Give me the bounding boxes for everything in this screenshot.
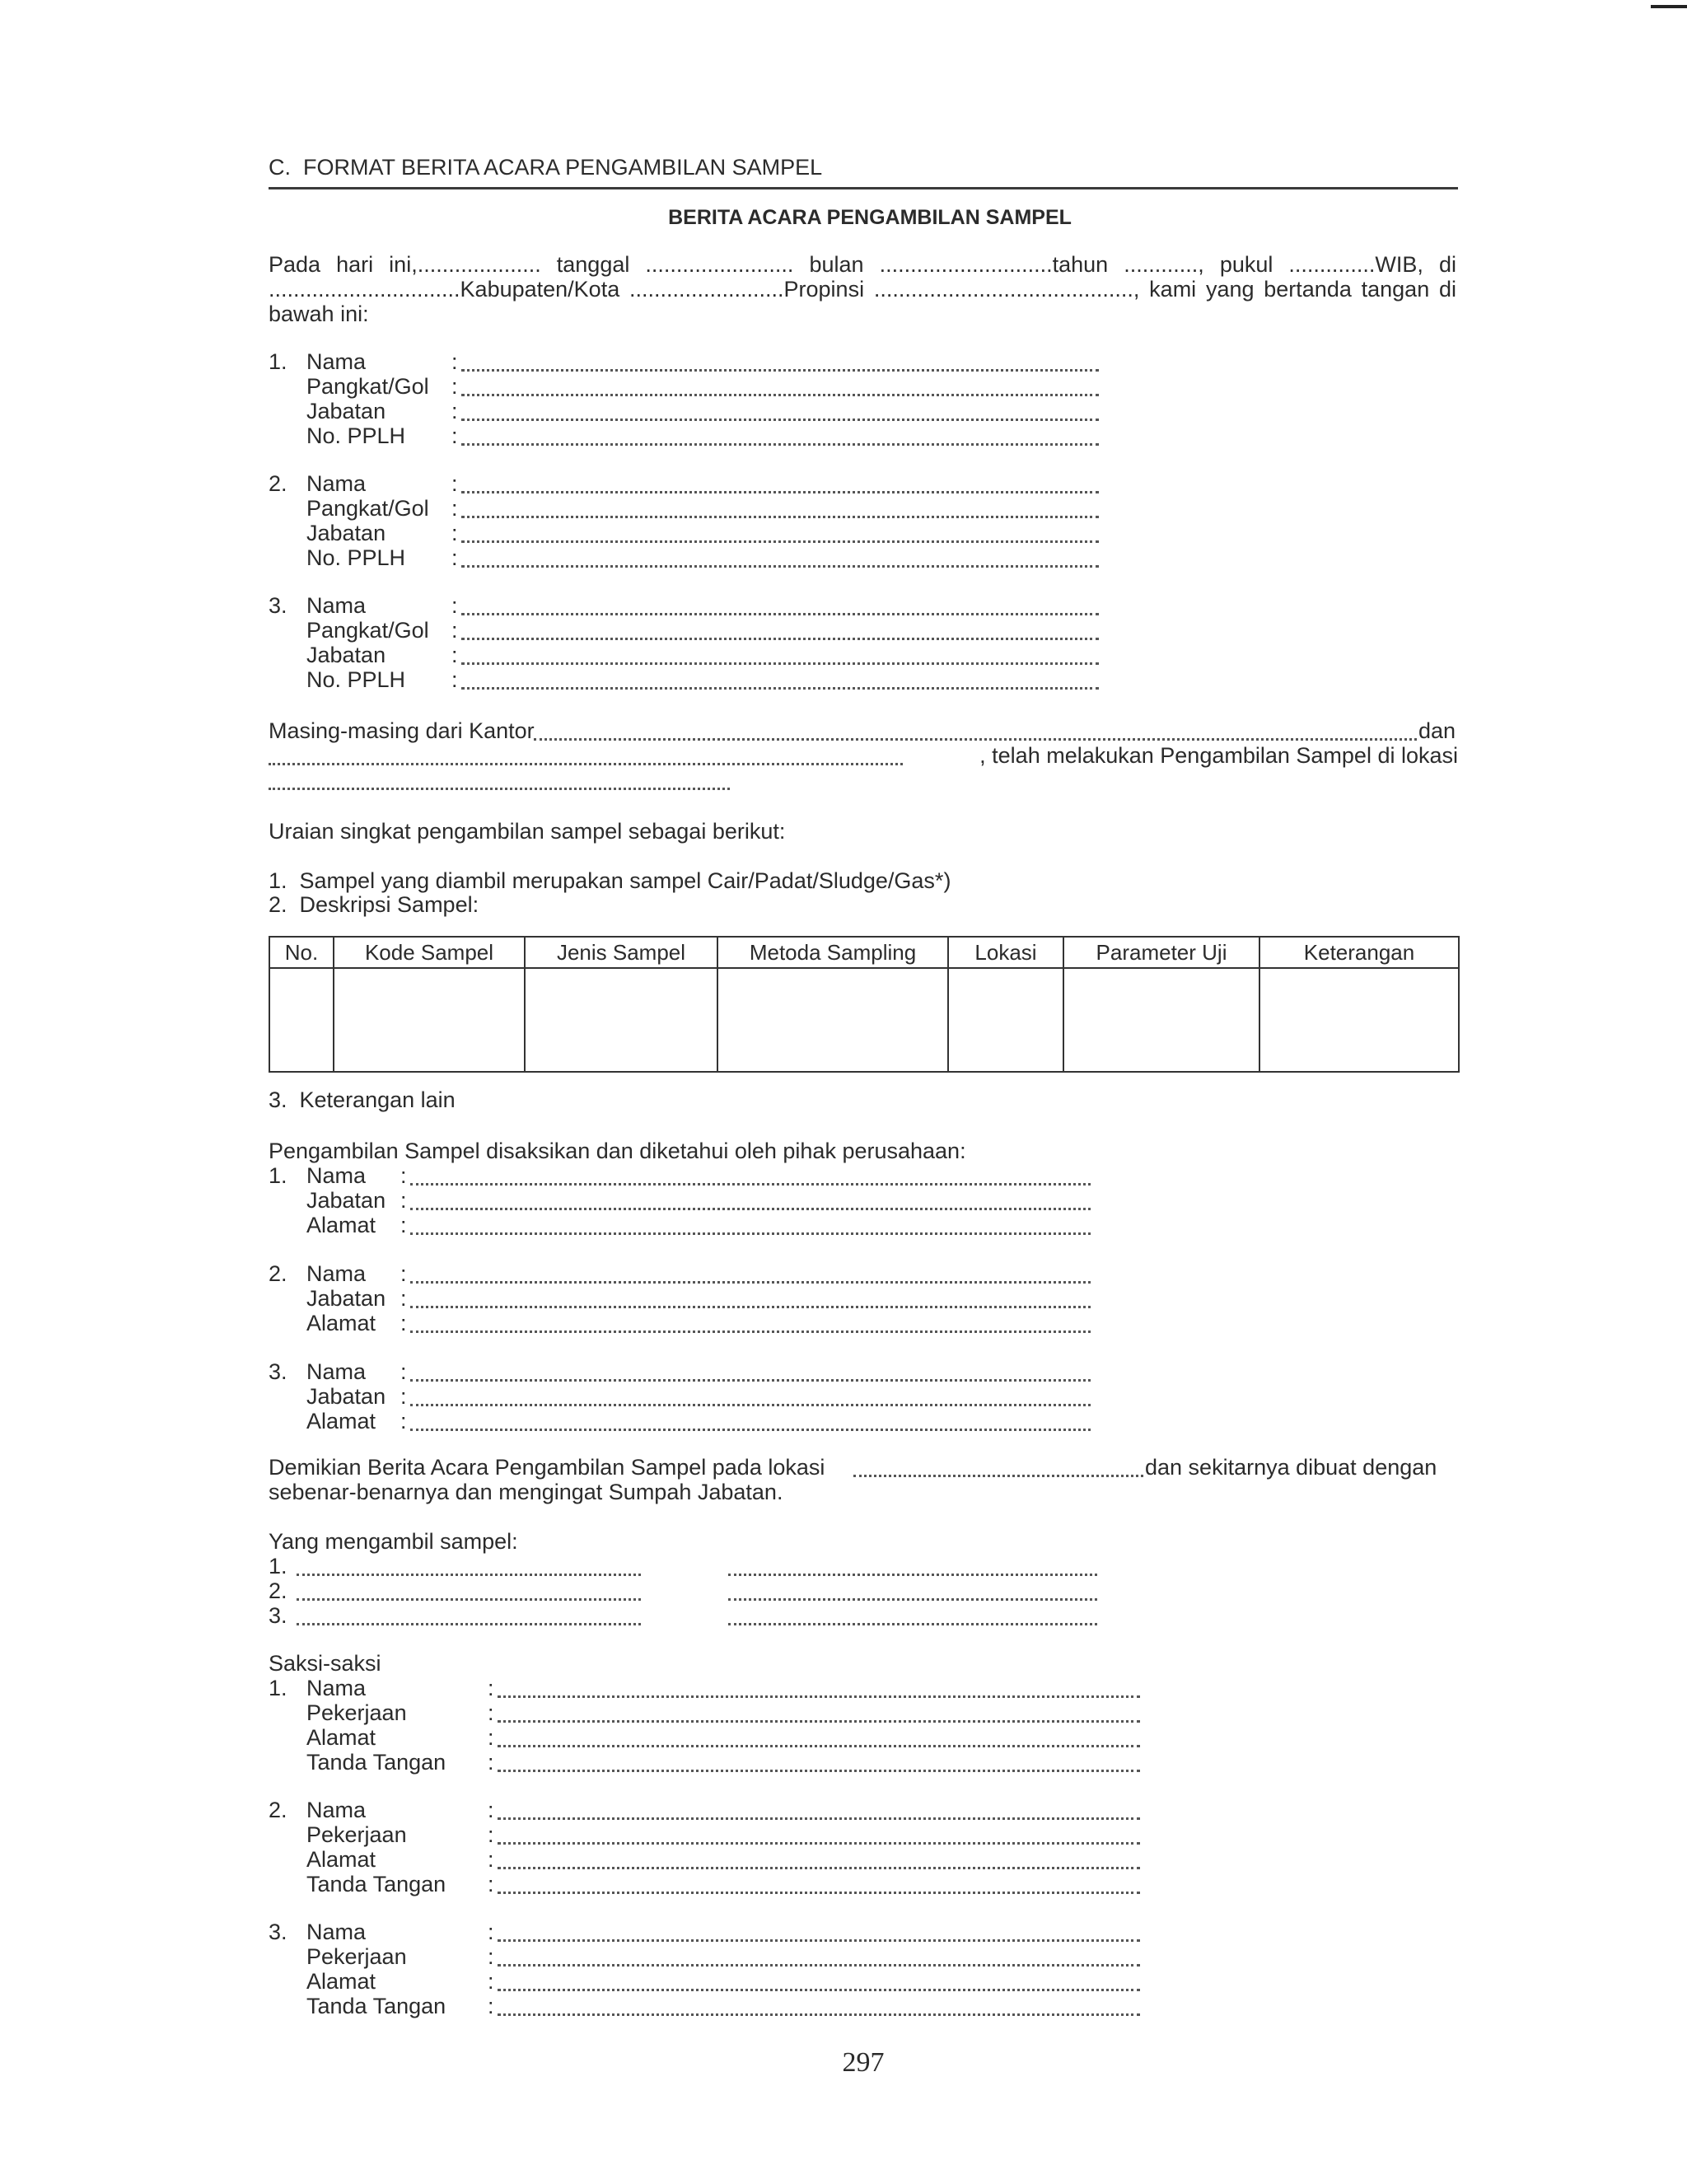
witness-number: 3. (269, 1920, 287, 1944)
officer-label: Jabatan (306, 521, 386, 545)
taker-number: 1. (269, 1554, 287, 1578)
officer-label: No. PPLH (306, 545, 406, 570)
colon-separator: : (451, 399, 458, 423)
taker-number: 3. (269, 1603, 287, 1628)
company-witness-label: Alamat (306, 1311, 376, 1335)
scan-corner-mark (1651, 5, 1687, 8)
colon-separator: : (400, 1409, 407, 1433)
summary-heading: Uraian singkat pengambilan sampel sebagai berikut: (269, 819, 786, 844)
witness-value-blank[interactable] (498, 1939, 1140, 1942)
company-witness-label: Nama (306, 1261, 367, 1286)
column-header-keterangan: Keterangan (1259, 937, 1459, 968)
colon-separator: : (451, 471, 458, 496)
witness-value-blank[interactable] (498, 1720, 1140, 1723)
colon-separator: : (451, 643, 458, 667)
colon-separator: : (451, 667, 458, 692)
colon-separator: : (488, 1994, 494, 2018)
summary-item-3: 3. Keterangan lain (269, 1087, 456, 1112)
column-header-no: No. (269, 937, 334, 968)
table-cell[interactable] (1259, 968, 1459, 1072)
colon-separator: : (400, 1359, 407, 1384)
officer-value-blank[interactable] (461, 540, 1099, 543)
witness-label: Pekerjaan (306, 1822, 407, 1847)
colon-separator: : (488, 1725, 494, 1750)
company-witness-label: Jabatan (306, 1384, 386, 1409)
officer-label: Jabatan (306, 643, 386, 667)
witness-label: Nama (306, 1676, 367, 1700)
officer-value-blank[interactable] (461, 491, 1099, 493)
column-header-kode-sampel: Kode Sampel (334, 937, 525, 968)
witness-value-blank[interactable] (498, 1745, 1140, 1747)
section-title: C. FORMAT BERITA ACARA PENGAMBILAN SAMPEL (269, 155, 823, 180)
officer-value-blank[interactable] (461, 613, 1099, 615)
sample-table (269, 936, 1460, 1073)
closing-location-blank[interactable] (853, 1475, 1143, 1477)
taker-signature-blank[interactable] (728, 1574, 1097, 1576)
witness-label: Tanda Tangan (306, 1872, 446, 1896)
company-witness-value-blank[interactable] (410, 1331, 1091, 1333)
office-label: Masing-masing dari Kantor (269, 718, 535, 743)
colon-separator: : (451, 545, 458, 570)
colon-separator: : (451, 423, 458, 448)
office-dan: dan (1418, 718, 1456, 743)
colon-separator: : (400, 1311, 407, 1335)
witness-number: 2. (269, 1798, 287, 1822)
officer-value-blank[interactable] (461, 394, 1099, 396)
colon-separator: : (400, 1286, 407, 1311)
witness-value-blank[interactable] (498, 1964, 1140, 1967)
closing-line-1-left: Demikian Berita Acara Pengambilan Sampel pada lokasi (269, 1455, 825, 1480)
company-witness-label: Jabatan (306, 1188, 386, 1213)
page-number: 297 (842, 2047, 885, 2078)
witness-value-blank[interactable] (498, 1817, 1140, 1820)
colon-separator: : (400, 1261, 407, 1286)
company-witness-label: Jabatan (306, 1286, 386, 1311)
colon-separator: : (451, 496, 458, 521)
colon-separator: : (488, 1847, 494, 1872)
column-header-lokasi: Lokasi (948, 937, 1063, 968)
witness-label: Nama (306, 1920, 367, 1944)
colon-separator: : (488, 1676, 494, 1700)
officer-label: Pangkat/Gol (306, 374, 429, 399)
taker-signature-blank[interactable] (728, 1598, 1097, 1601)
officer-label: Pangkat/Gol (306, 496, 429, 521)
table-header-row (269, 937, 1459, 968)
witnesses-heading: Saksi-saksi (269, 1651, 381, 1676)
column-header-metoda-sampling: Metoda Sampling (717, 937, 948, 968)
officer-value-blank[interactable] (461, 443, 1099, 446)
office-location-text: , telah melakukan Pengambilan Sampel di lokasi (979, 743, 1458, 768)
officer-label: No. PPLH (306, 667, 406, 692)
officer-label: Nama (306, 471, 367, 496)
intro-line-1: Pada hari ini,.................... tanggal ........................ bulan ............................tahun ............, pukul ..............WIB, di (269, 252, 1456, 277)
witness-value-blank[interactable] (498, 1770, 1140, 1772)
witness-value-blank[interactable] (498, 1989, 1140, 1991)
taker-name-blank[interactable] (297, 1623, 641, 1625)
company-witness-label: Nama (306, 1359, 367, 1384)
table-cell[interactable] (948, 968, 1063, 1072)
witness-label: Tanda Tangan (306, 1994, 446, 2018)
takers-heading: Yang mengambil sampel: (269, 1529, 518, 1554)
company-witness-label: Nama (306, 1163, 367, 1188)
colon-separator: : (488, 1700, 494, 1725)
colon-separator: : (400, 1384, 407, 1409)
officer-label: Nama (306, 593, 367, 618)
officer-number: 1. (269, 349, 287, 374)
colon-separator: : (488, 1822, 494, 1847)
officer-number: 2. (269, 471, 287, 496)
officer-label: Pangkat/Gol (306, 618, 429, 643)
colon-separator: : (451, 521, 458, 545)
witness-label: Alamat (306, 1969, 376, 1994)
summary-item-1: 1. Sampel yang diambil merupakan sampel Cair/Padat/Sludge/Gas*) (269, 868, 951, 893)
witness-label: Alamat (306, 1847, 376, 1872)
colon-separator: : (451, 618, 458, 643)
company-witness-number: 2. (269, 1261, 287, 1286)
officer-value-blank[interactable] (461, 662, 1099, 665)
officer-value-blank[interactable] (461, 565, 1099, 568)
colon-separator: : (451, 374, 458, 399)
witness-value-blank[interactable] (498, 2013, 1140, 2016)
officer-label: Jabatan (306, 399, 386, 423)
officer-label: No. PPLH (306, 423, 406, 448)
table-cell[interactable] (334, 968, 525, 1072)
table-cell[interactable] (1063, 968, 1259, 1072)
witness-value-blank[interactable] (498, 1842, 1140, 1845)
witness-label: Alamat (306, 1725, 376, 1750)
officer-value-blank[interactable] (461, 419, 1099, 421)
summary-item-2: 2. Deskripsi Sampel: (269, 892, 479, 917)
company-witness-label: Alamat (306, 1409, 376, 1433)
column-header-parameter-uji: Parameter Uji (1063, 937, 1259, 968)
witness-value-blank[interactable] (498, 1695, 1140, 1698)
company-witness-value-blank[interactable] (410, 1183, 1091, 1186)
witness-label: Nama (306, 1798, 367, 1822)
company-witness-heading: Pengambilan Sampel disaksikan dan diketahui oleh pihak perusahaan: (269, 1139, 966, 1163)
witness-value-blank[interactable] (498, 1867, 1140, 1869)
closing-line-1-right: dan sekitarnya dibuat dengan (1145, 1455, 1437, 1480)
company-witness-value-blank[interactable] (410, 1404, 1091, 1406)
location-blank[interactable] (269, 788, 730, 790)
column-header-jenis-sampel: Jenis Sampel (525, 937, 717, 968)
company-witness-number: 1. (269, 1163, 287, 1188)
company-witness-number: 3. (269, 1359, 287, 1384)
witness-label: Pekerjaan (306, 1700, 407, 1725)
colon-separator: : (488, 1798, 494, 1822)
company-witness-value-blank[interactable] (410, 1232, 1091, 1235)
company-witness-value-blank[interactable] (410, 1208, 1091, 1210)
company-witness-value-blank[interactable] (410, 1281, 1091, 1284)
witness-value-blank[interactable] (498, 1892, 1140, 1894)
officer-value-blank[interactable] (461, 687, 1099, 690)
table-cell[interactable] (269, 968, 334, 1072)
officer-value-blank[interactable] (461, 369, 1099, 372)
taker-signature-blank[interactable] (728, 1623, 1097, 1625)
table-cell[interactable] (525, 968, 717, 1072)
taker-number: 2. (269, 1578, 287, 1603)
colon-separator: : (400, 1188, 407, 1213)
witness-label: Tanda Tangan (306, 1750, 446, 1775)
office-second-blank[interactable] (269, 763, 903, 765)
officer-label: Nama (306, 349, 367, 374)
witness-label: Pekerjaan (306, 1944, 407, 1969)
taker-name-blank[interactable] (297, 1574, 641, 1576)
closing-line-2: sebenar-benarnya dan mengingat Sumpah Jabatan. (269, 1480, 783, 1504)
company-witness-value-blank[interactable] (410, 1429, 1091, 1431)
intro-line-3: bawah ini: (269, 302, 369, 326)
officer-number: 3. (269, 593, 287, 618)
colon-separator: : (488, 1872, 494, 1896)
officer-value-blank[interactable] (461, 516, 1099, 518)
colon-separator: : (488, 1969, 494, 1994)
company-witness-value-blank[interactable] (410, 1306, 1091, 1308)
taker-name-blank[interactable] (297, 1598, 641, 1601)
company-witness-value-blank[interactable] (410, 1379, 1091, 1382)
colon-separator: : (488, 1920, 494, 1944)
office-name-blank[interactable] (534, 738, 1417, 741)
header-rule (269, 187, 1458, 189)
intro-line-2: ...............................Kabupaten/Kota .........................Propinsi .........................................., kami yang bertanda tangan di (269, 277, 1456, 302)
colon-separator: : (400, 1213, 407, 1237)
colon-separator: : (488, 1750, 494, 1775)
colon-separator: : (451, 349, 458, 374)
colon-separator: : (451, 593, 458, 618)
colon-separator: : (400, 1163, 407, 1188)
company-witness-label: Alamat (306, 1213, 376, 1237)
document-title: BERITA ACARA PENGAMBILAN SAMPEL (668, 206, 1072, 229)
witness-number: 1. (269, 1676, 287, 1700)
table-row (269, 968, 1459, 1072)
table-cell[interactable] (717, 968, 948, 1072)
officer-value-blank[interactable] (461, 638, 1099, 640)
colon-separator: : (488, 1944, 494, 1969)
